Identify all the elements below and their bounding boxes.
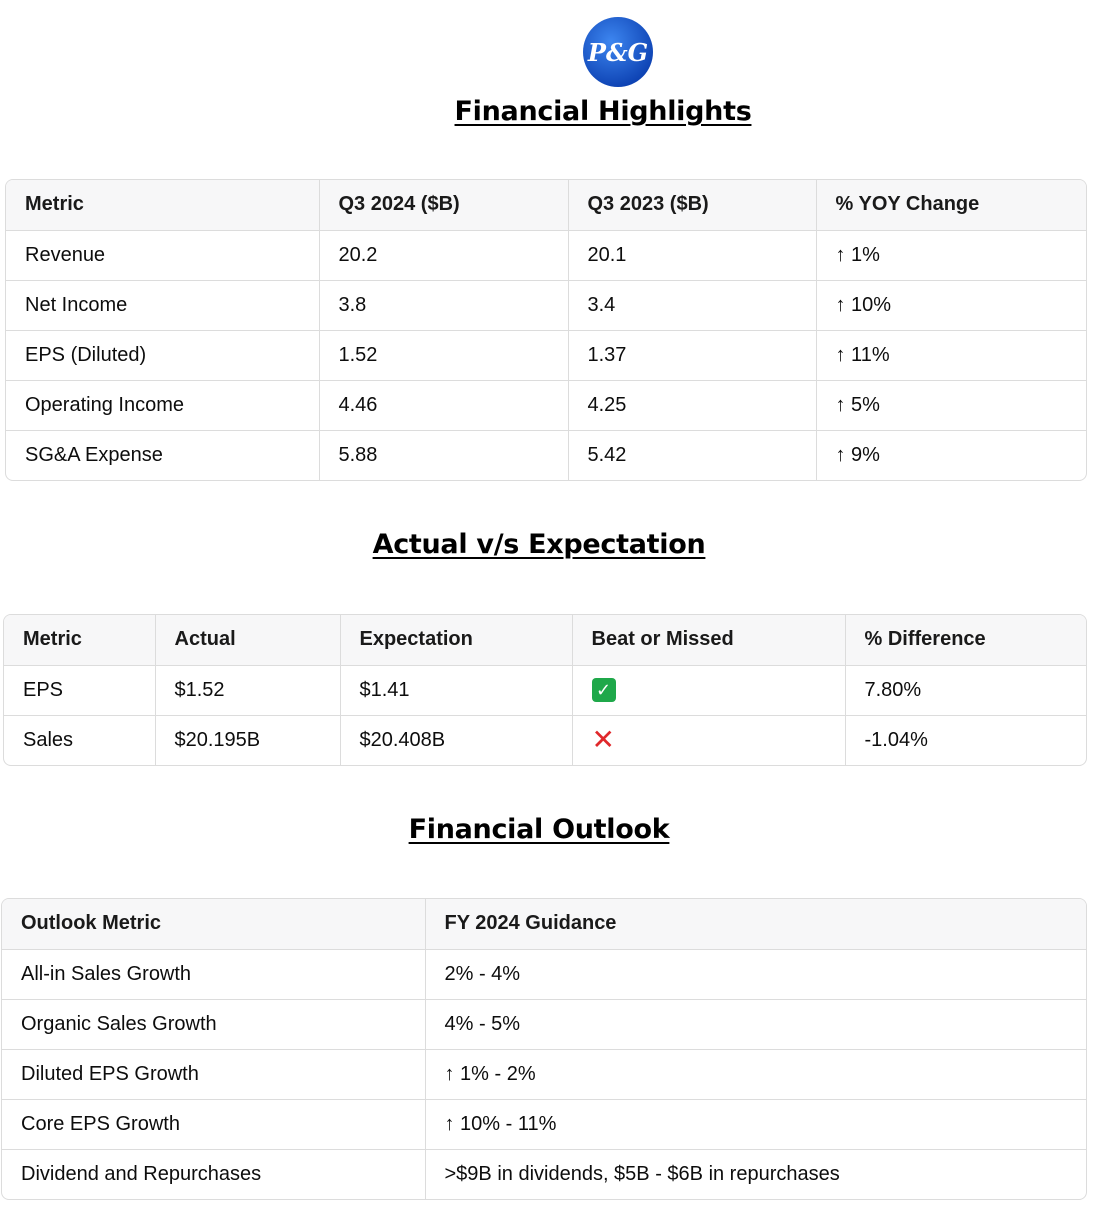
column-header: % YOY Change (816, 180, 1086, 230)
table-row (6, 380, 1086, 430)
table-row (6, 280, 1086, 330)
table-cell: Dividend and Repurchases (2, 1149, 425, 1199)
table-cell: 4.25 (568, 380, 816, 430)
table-row (6, 330, 1086, 380)
check-mark-icon: ✓ (592, 678, 616, 702)
financial-highlights-table (5, 179, 1087, 481)
column-header: % Difference (845, 615, 1086, 665)
cross-mark-icon: ✕ (591, 724, 615, 756)
table-cell: Operating Income (6, 380, 319, 430)
table-cell: $1.52 (155, 665, 340, 715)
table-cell: $1.41 (340, 665, 572, 715)
financial-outlook-table (1, 898, 1087, 1200)
table-cell: ↑ 11% (816, 330, 1086, 380)
financial-outlook-title: Financial Outlook (408, 814, 670, 845)
table-cell: ↑ 1% - 2% (425, 1049, 1086, 1099)
table-cell: 4.46 (319, 380, 568, 430)
table-cell: All-in Sales Growth (2, 949, 425, 999)
table-cell: Net Income (6, 280, 319, 330)
table-row (2, 1099, 1086, 1149)
table-cell: >$9B in dividends, $5B - $6B in repurchases (444, 1162, 840, 1185)
pg-logo (582, 16, 654, 88)
table-cell: EPS (Diluted) (6, 330, 319, 380)
table-cell: 20.2 (319, 230, 568, 280)
table-cell: 3.8 (319, 280, 568, 330)
table-cell: Diluted EPS Growth (2, 1049, 425, 1099)
table-cell: Revenue (6, 230, 319, 280)
table-cell: -1.04% (864, 728, 928, 751)
table-cell: Organic Sales Growth (2, 999, 425, 1049)
table-cell: 3.4 (568, 280, 816, 330)
table-cell: SG&A Expense (6, 430, 319, 480)
logo-text: P&G (587, 38, 649, 67)
column-header: Outlook Metric (2, 899, 425, 949)
table-cell: $20.195B (155, 715, 340, 765)
table-cell: ↑ 10% (816, 280, 1086, 330)
table-cell: ↑ 10% - 11% (425, 1099, 1086, 1149)
column-header: Metric (6, 180, 319, 230)
table-cell: Core EPS Growth (2, 1099, 425, 1149)
table-cell: $20.408B (340, 715, 572, 765)
table-row (4, 665, 1086, 715)
table-cell: 20.1 (568, 230, 816, 280)
table-cell: ↑ 9% (835, 443, 880, 466)
table-cell: EPS (4, 665, 155, 715)
table-row (4, 715, 1086, 765)
column-header: Q3 2024 ($B) (319, 180, 568, 230)
table-cell: 5.42 (568, 430, 816, 480)
table-row (6, 230, 1086, 280)
table-cell: ↑ 5% (816, 380, 1086, 430)
table-row (2, 1149, 1086, 1199)
table-row (2, 949, 1086, 999)
column-header: FY 2024 Guidance (425, 899, 1086, 949)
table-cell: 2% - 4% (425, 949, 1086, 999)
column-header: Metric (4, 615, 155, 665)
table-cell: 5.88 (319, 430, 568, 480)
column-header: Expectation (340, 615, 572, 665)
table-row (6, 430, 1086, 480)
column-header: Actual (155, 615, 340, 665)
actual-vs-expectation-table (3, 614, 1087, 766)
table-row (2, 999, 1086, 1049)
table-cell: ↑ 1% (816, 230, 1086, 280)
table-cell: 1.52 (319, 330, 568, 380)
beat-or-missed-cell (572, 665, 845, 715)
column-header: Q3 2023 ($B) (568, 180, 816, 230)
table-cell: 1.37 (568, 330, 816, 380)
table-cell: 7.80% (845, 665, 1086, 715)
beat-or-missed-cell (572, 715, 845, 765)
table-cell: Sales (4, 715, 155, 765)
table-row (2, 1049, 1086, 1099)
actual-vs-expectation-title: Actual v/s Expectation (372, 529, 706, 560)
financial-highlights-title: Financial Highlights (454, 96, 752, 127)
column-header: Beat or Missed (572, 615, 845, 665)
table-cell: 4% - 5% (425, 999, 1086, 1049)
